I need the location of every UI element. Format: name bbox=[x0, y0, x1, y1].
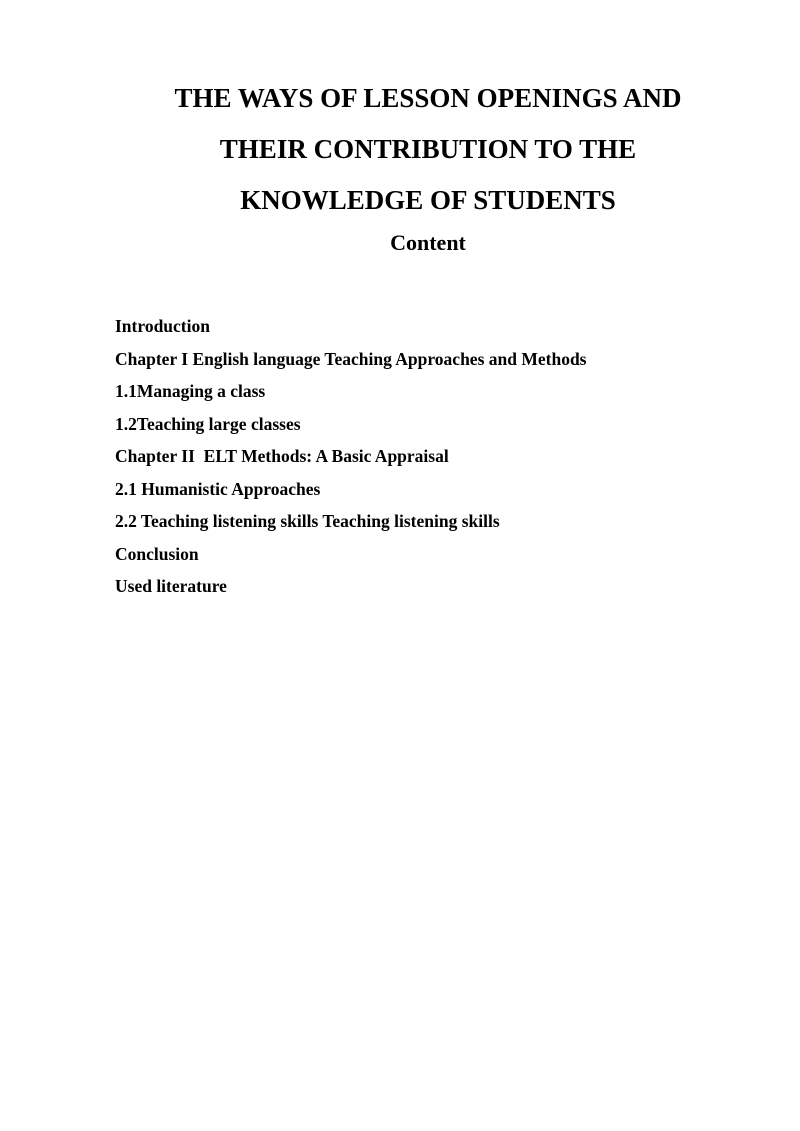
title-line: THEIR CONTRIBUTION TO THE bbox=[219, 134, 637, 164]
toc-item-section-1-1: 1.1Managing a class bbox=[115, 381, 266, 401]
table-of-contents bbox=[115, 310, 755, 603]
title-line: THE WAYS OF LESSON OPENINGS AND bbox=[174, 83, 682, 113]
toc-item-chapter-2: Chapter II ELT Methods: A Basic Appraisal bbox=[115, 446, 449, 466]
toc-item-used-literature: Used literature bbox=[115, 576, 227, 596]
title-line: KNOWLEDGE OF STUDENTS bbox=[240, 185, 616, 215]
toc-item-section-2-2: 2.2 Teaching listening skills Teaching listening skills bbox=[115, 511, 500, 531]
toc-item-section-2-1: 2.1 Humanistic Approaches bbox=[115, 478, 321, 499]
toc-item-conclusion: Conclusion bbox=[115, 543, 199, 564]
toc-item-introduction: Introduction bbox=[115, 316, 210, 336]
content-heading: Content bbox=[390, 230, 466, 255]
document-title bbox=[110, 73, 746, 226]
toc-item-chapter-1: Chapter I English language Teaching Approaches and Methods bbox=[115, 348, 587, 369]
toc-item-section-1-2: 1.2Teaching large classes bbox=[115, 413, 301, 434]
